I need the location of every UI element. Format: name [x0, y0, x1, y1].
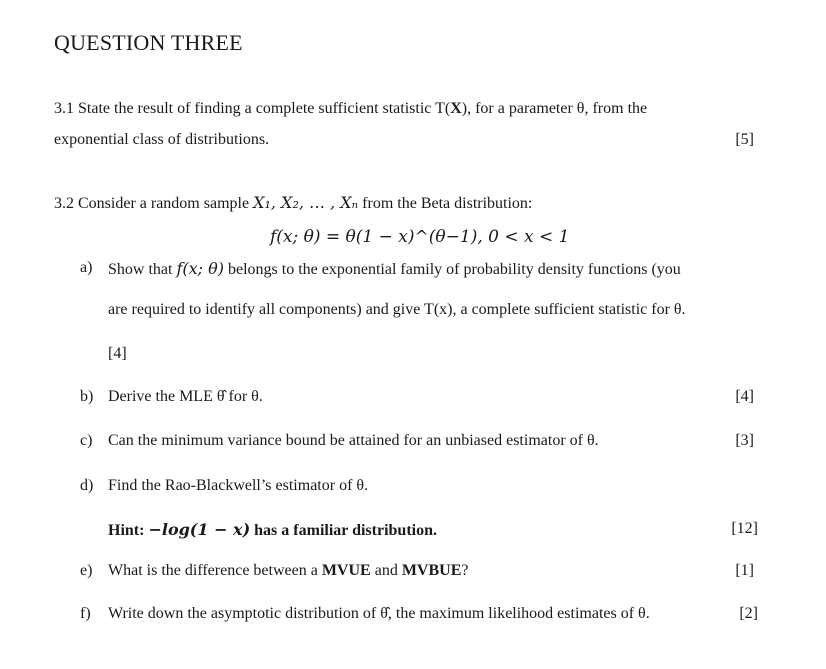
part-b-label: b)	[80, 388, 94, 405]
part-d-label: d)	[80, 477, 94, 494]
part-e-text	[108, 562, 469, 580]
part-e-marks: [1]	[735, 562, 754, 579]
q32-intro-suffix: from the Beta distribution:	[362, 195, 533, 212]
q31-line1-prefix: 3.1 State the result of finding a complete sufficient statistic T(	[54, 100, 451, 117]
part-a-label: a)	[80, 259, 93, 276]
q31-line1-suffix: ), for a parameter θ, from the	[461, 100, 648, 117]
part-e-bold1: MVUE	[321, 562, 371, 579]
part-a-line1-suffix: belongs to the exponential family of probability density functions (you	[228, 261, 681, 278]
page-title: QUESTION THREE	[54, 30, 243, 55]
part-c-label: c)	[80, 432, 93, 449]
part-d-text: Find the Rao-Blackwell’s estimator of θ.	[108, 477, 369, 494]
part-a-marks: [4]	[108, 345, 127, 362]
part-b-marks: [4]	[735, 388, 754, 405]
part-f-marks: [2]	[739, 605, 758, 622]
q32-intro	[54, 193, 532, 213]
q32-intro-prefix: 3.2 Consider a random sample	[54, 195, 250, 212]
q32-formula: f(x; θ) = θ(1 − x)^(θ−1), 0 < x < 1	[270, 227, 570, 247]
part-e-suffix: ?	[461, 562, 469, 579]
part-d-hint-math: −log(1 − x)	[148, 520, 251, 539]
part-a-line1-math: f(x; θ)	[176, 259, 224, 278]
part-b-text: Derive the MLE θ̂ for θ.	[108, 388, 263, 405]
part-e-bold2: MVBUE	[401, 562, 462, 579]
part-a-line1-prefix: Show that	[108, 261, 173, 278]
part-c-marks: [3]	[735, 432, 754, 449]
part-a-line1	[108, 259, 681, 279]
q32-intro-math: X₁, X₂, … , Xₙ	[253, 193, 359, 212]
part-c-text: Can the minimum variance bound be attained for an unbiased estimator of θ.	[108, 432, 599, 449]
q31-line2: exponential class of distributions.	[54, 131, 270, 148]
part-e-label: e)	[80, 562, 93, 579]
part-a-line2: are required to identify all components) and give T(x), a complete sufficient statistic for θ.	[108, 301, 686, 318]
q31-marks: [5]	[735, 131, 754, 148]
part-f-text: Write down the asymptotic distribution of θ̂, the maximum likelihood estimates of θ.	[108, 605, 650, 622]
part-e-prefix: What is the difference between a	[108, 562, 318, 579]
part-e-mid: and	[374, 562, 398, 579]
part-d-hint	[108, 520, 437, 540]
part-d-hint-suffix: has a familiar distribution.	[254, 522, 437, 539]
q31-line1	[54, 100, 647, 118]
part-d-hint-label: Hint:	[108, 522, 145, 539]
part-d-marks: [12]	[731, 520, 758, 537]
part-f-label: f)	[80, 605, 91, 622]
q31-line1-bold: X	[450, 100, 462, 117]
